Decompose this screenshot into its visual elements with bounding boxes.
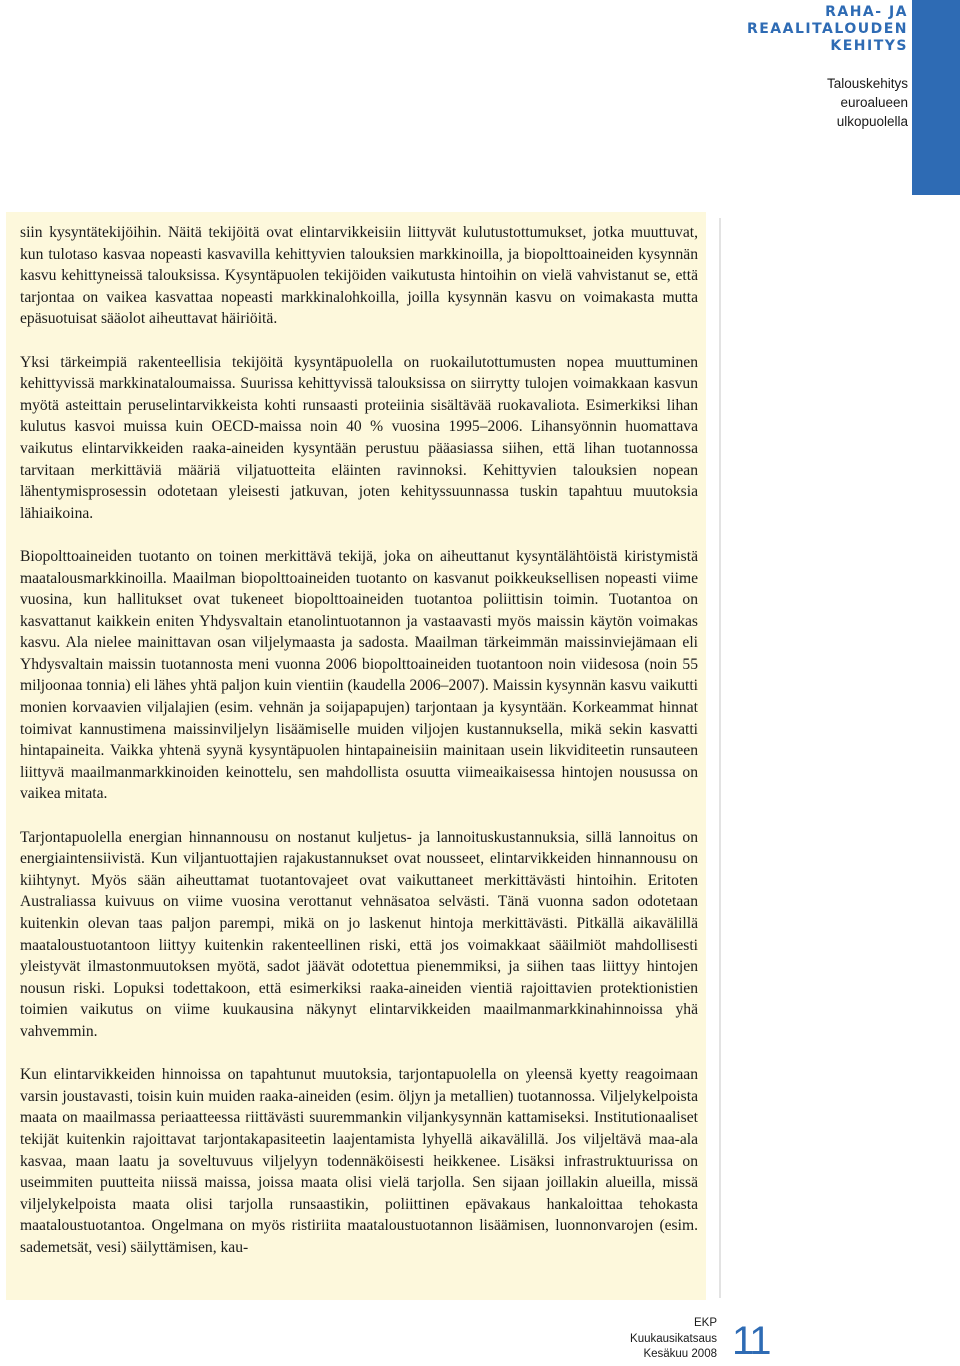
column-divider <box>719 218 721 1298</box>
footer-issue: Kesäkuu 2008 <box>643 1348 717 1360</box>
paragraph: siin kysyntätekijöihin. Näitä tekijöitä ovat elintarvikkeisiin liittyvät kulutustottumukset, jotka muuttuvat, kun tulotaso kasvaa nopeasti kasvavilla kehittyvien talouksien markkinoilla, ja biopolttoaineiden kysynnän kasvu kehittyneissä talouksissa. Kysyntäpuolen tekijöiden vaikutusta hintoihin on vielä vahvistanut se, että tarjontaa on vaikea kasvattaa nopeasti markkinalohkoilla, joilla kysynnän kasvu on voimakasta mutta epäsuotuisat sääolot aiheuttavat häiriöitä. <box>20 224 698 328</box>
section-title <box>747 4 908 55</box>
footer <box>620 1316 717 1363</box>
body-text <box>20 222 698 1280</box>
section-title-line: RAHA- JA <box>825 4 908 20</box>
paragraph: Kun elintarvikkeiden hinnoissa on tapahtunut muutoksia, tarjontapuolella on yleensä kyetty reagoimaan varsin joustavasti, toisin kuin muiden raaka-aineiden (esim. öljyn ja metallien) tuotannossa. Viljelykelpoista maata on maailmassa periaatteessa riittävästi suuremmankin viljankysynnän kattamiseksi. Institutionaaliset tekijät kuitenkin rajoittavat tarjontakapasiteetin laajentamista lyhyellä aikavälillä. Jos viljeltävä maa-ala kasvaa, maan laatu ja soveltuvuus viljelyyn todennäköisesti heikkenee. Lisäksi infrastruktuurissa on useimmiten puutteita niissä maissa, joissa maata olisi vielä tarjolla. Sen sijaan joillakin alueilla, missä viljelykelpoista maata olisi tarjolla runsaastikin, poliittinen epävakaus hankaloittaa tehokasta maataloustuotantoa. Ongelmana on myös ristiriita maataloustuotannon lisäämisen, luonnonvarojen (esim. sademetsät, vesi) säilyttämisen, kau- <box>20 1066 698 1256</box>
section-title-line: REAALITALOUDEN <box>746 21 908 37</box>
footer-publication: Kuukausikatsaus <box>630 1332 717 1345</box>
paragraph: Biopolttoaineiden tuotanto on toinen merkittävä tekijä, joka on aiheuttanut kysyntälähtöistä kiristymistä maatalousmarkkinoilla. Maailman biopolttoaineiden tuotanto on kasvanut poikkeuksellisen nopeasti viime vuosina, kun hallitukset ovat tukeneet biopolttoaineiden tuotantoa poliittisin toimin. Tuotantoa on kasvattanut kaikkein eniten Yhdysvaltain etanolintuotannon ja vastaavasti myös maissin käytön voimakas kasvu. Ala nielee mainittavan osan viljelymaasta ja sadosta. Maailman tärkeimmän maissinviejämaan eli Yhdysvaltain maissin tuotannosta meni vuonna 2006 biopolttoaineiden tuotantoon noin viidesosa (noin 55 miljoonaa tonnia) eli lähes yhtä paljon kuin vientiin (kaudella 2006–2007). Maissin kysynnän kasvu vaikutti monien korvaavien viljalajien (esim. vehnän ja soijapapujen) tarjontaan ja kysyntään. Korkeammat hinnat toimivat kannustimena maissinviljelyn lisäämiselle muiden viljojen kustannuksella, mikä sekin kasvatti hintapaineita. Vaikka yhtenä syynä kysyntäpuolen hintapaineisiin mainitaan usein likviditeetin runsauteen liittyvä maailmanmarkkinoiden keinottelu, sen mahdollista osuutta viimeaikaisessa hintojen nousussa on vaikea mitata. <box>20 547 698 803</box>
subsection-title-line: ulkopuolella <box>836 114 908 129</box>
paragraph: Yksi tärkeimpiä rakenteellisia tekijöitä kysyntäpuolella on ruokailutottumusten nopea muuttuminen kehittyvissä markkinataloumaissa. Suurissa kehittyvissä talouksissa on siirrytty tulojen voimakkaan kasvun myötä asteittain peruselintarvikkeista kohti runsaasti proteiinia sisältävää ruokavaliota. Esimerkiksi lihan kulutus kasvoi muissa kuin OECD-maissa noin 40 % vuosina 1995–2006. Lihansyönnin huomattava vaikutus elintarvikkeiden raaka-aineiden kysyntään perustuu pääasiassa siihen, että lihan tuotannossa tarvitaan merkittäviä määriä viljatuotteita eläinten ravinnoksi. Kehittyvien talouksien nopean lähentymisprosessin odotetaan yleisesti jatkuvan, joten kehityssuunnassa tuskin tapahtuu muutoksia lähiaikoina. <box>20 353 698 522</box>
section-title-line: KEHITYS <box>830 38 908 54</box>
section-color-bar <box>912 0 960 195</box>
footer-publisher: EKP <box>693 1317 717 1329</box>
subsection-title <box>827 74 908 131</box>
subsection-title-line: euroalueen <box>840 95 908 110</box>
page-number: 11 <box>732 1319 770 1363</box>
paragraph: Tarjontapuolella energian hinnannousu on nostanut kuljetus- ja lannoituskustannuksia, sillä lannoitus on energiaintensiivistä. Kun viljantuottajien rajakustannukset ovat nousseet, elintarvikkeiden hinnannousu on kiihtynyt. Myös sään aiheuttamat tuotantovajeet ovat vaikuttaneet merkittävästi hintoihin. Eritoten Australiassa kuivuus on viime vuosina verottanut vehnäsatoa selvästi. Tänä vuonna sadon odotetaan kuitenkin olevan taas paljon parempi, mikä on jo laskenut hintoja merkittävästi. Pitkällä aikavälillä maataloustuotantoon liittyy kuitenkin rakenteellinen riski, että jos voimakkaat sääilmiöt mahdollisesti yleistyvät ilmastonmuutoksen myötä, sadot jäävät odotettua pienemmiksi, ja siihen taas liittyy hintojen nousun riski. Lopuksi todettakoon, että esimerkiksi raaka-aineiden vientiä rajoittavien protektionistien toimien vaikutus on viime kuukausina näkynyt elintarvikkeiden maailmanmarkkinahinnoissa yhä vahvemmin. <box>20 828 698 1040</box>
subsection-title-line: Talouskehitys <box>826 76 908 91</box>
